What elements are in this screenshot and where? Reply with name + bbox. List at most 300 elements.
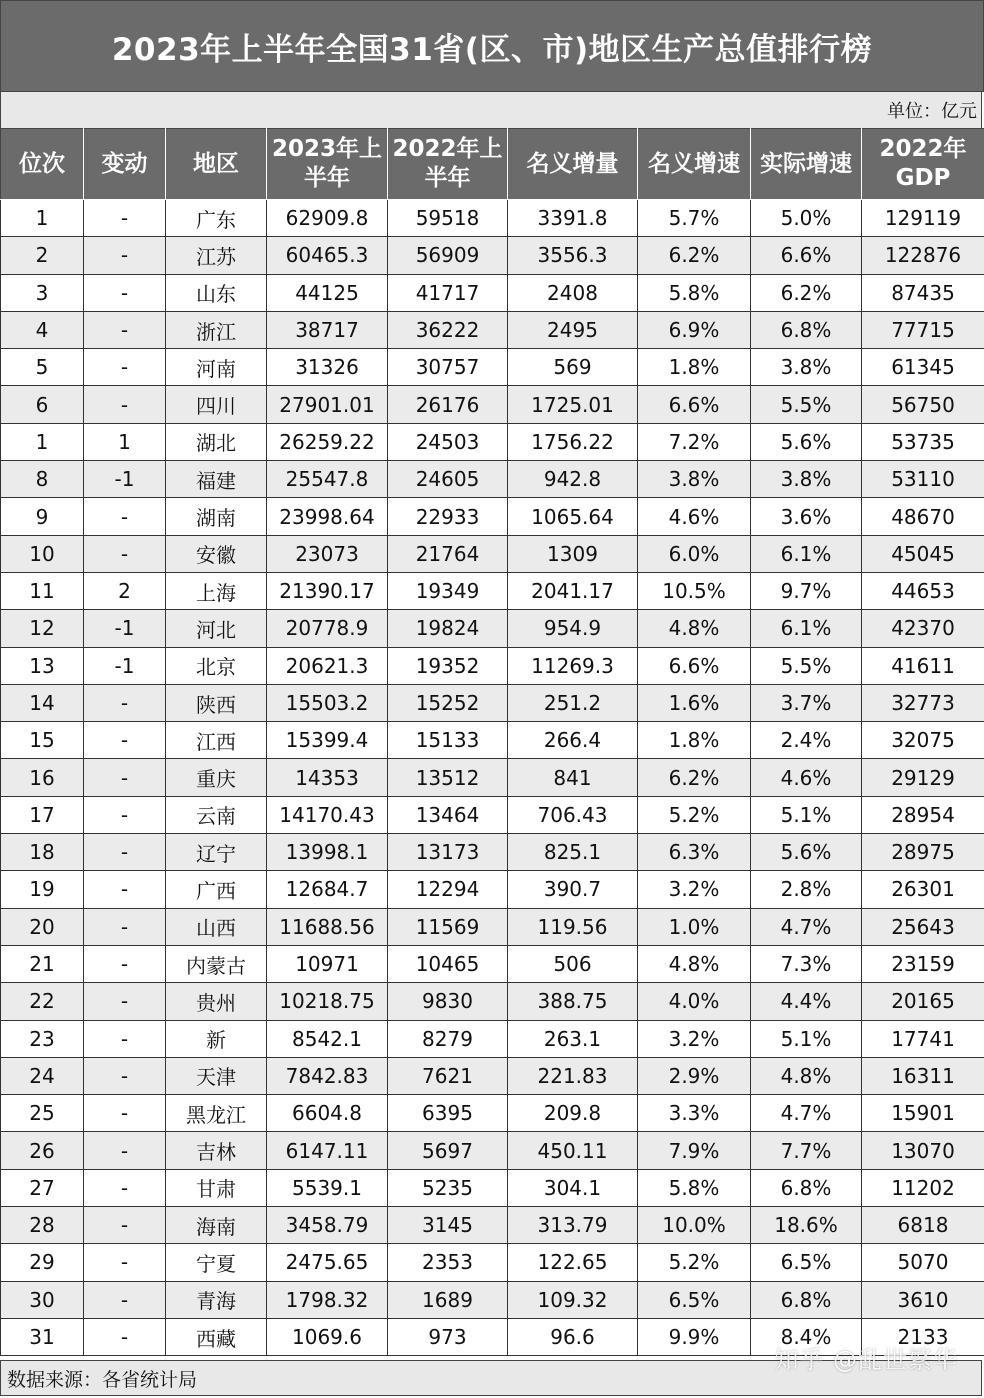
rank-cell: 31 (1, 1318, 84, 1355)
nominal-growth-cell: 4.8% (638, 610, 751, 647)
table-row (1, 1207, 984, 1244)
nominal-growth-cell: 7.2% (638, 423, 751, 460)
rank-cell: 30 (1, 1281, 84, 1318)
gdp-2023h1-cell: 44125 (267, 274, 388, 311)
region-cell: 云南 (166, 796, 267, 833)
nominal-increase-cell: 2495 (508, 311, 638, 348)
gdp-2022h1-cell: 24605 (388, 461, 508, 498)
gdp-2022h1-cell: 11569 (388, 908, 508, 945)
change-cell: - (84, 237, 166, 274)
real-growth-cell: 4.8% (751, 1057, 862, 1094)
gdp-2023h1-cell: 10218.75 (267, 983, 388, 1020)
table-row (1, 908, 984, 945)
table-row (1, 572, 984, 609)
header-2023h1: 2023年上半年 (267, 129, 388, 200)
rank-cell: 17 (1, 796, 84, 833)
nominal-growth-cell: 5.8% (638, 1169, 751, 1206)
rank-cell: 5 (1, 349, 84, 386)
nominal-growth-cell: 6.2% (638, 759, 751, 796)
real-growth-cell: 5.5% (751, 386, 862, 423)
real-growth-cell: 6.2% (751, 274, 862, 311)
region-cell: 江苏 (166, 237, 267, 274)
real-growth-cell: 4.4% (751, 983, 862, 1020)
nominal-increase-cell: 3556.3 (508, 237, 638, 274)
table-row (1, 1169, 984, 1206)
real-growth-cell: 6.1% (751, 610, 862, 647)
header-2022-gdp: 2022年GDP (862, 129, 984, 200)
table-body (1, 200, 984, 1356)
region-cell: 天津 (166, 1057, 267, 1094)
header-rank: 位次 (1, 129, 84, 200)
gdp-2022h1-cell: 26176 (388, 386, 508, 423)
nominal-growth-cell: 3.2% (638, 871, 751, 908)
gdp-2022h1-cell: 19349 (388, 572, 508, 609)
rank-cell: 28 (1, 1207, 84, 1244)
rank-cell: 19 (1, 871, 84, 908)
nominal-increase-cell: 706.43 (508, 796, 638, 833)
nominal-increase-cell: 2041.17 (508, 572, 638, 609)
gdp-2022-cell: 28954 (862, 796, 984, 833)
gdp-2022-cell: 44653 (862, 572, 984, 609)
gdp-2023h1-cell: 23998.64 (267, 498, 388, 535)
gdp-2023h1-cell: 6147.11 (267, 1132, 388, 1169)
nominal-increase-cell: 209.8 (508, 1095, 638, 1132)
nominal-growth-cell: 5.2% (638, 1244, 751, 1281)
table-row (1, 759, 984, 796)
gdp-2022h1-cell: 6395 (388, 1095, 508, 1132)
gdp-2022h1-cell: 2353 (388, 1244, 508, 1281)
gdp-2023h1-cell: 38717 (267, 311, 388, 348)
gdp-2022h1-cell: 5697 (388, 1132, 508, 1169)
real-growth-cell: 5.0% (751, 200, 862, 237)
rank-cell: 14 (1, 684, 84, 721)
change-cell: - (84, 1169, 166, 1206)
change-cell: - (84, 498, 166, 535)
nominal-increase-cell: 221.83 (508, 1057, 638, 1094)
gdp-2023h1-cell: 7842.83 (267, 1057, 388, 1094)
rank-cell: 27 (1, 1169, 84, 1206)
rank-cell: 2 (1, 237, 84, 274)
data-source: 数据来源：各省统计局 (0, 1360, 982, 1396)
gdp-2022-cell: 87435 (862, 274, 984, 311)
table-row (1, 796, 984, 833)
rank-cell: 23 (1, 1020, 84, 1057)
region-cell: 山西 (166, 908, 267, 945)
nominal-growth-cell: 6.9% (638, 311, 751, 348)
real-growth-cell: 5.6% (751, 423, 862, 460)
nominal-growth-cell: 3.3% (638, 1095, 751, 1132)
gdp-2022-cell: 32773 (862, 684, 984, 721)
gdp-2022h1-cell: 41717 (388, 274, 508, 311)
nominal-increase-cell: 119.56 (508, 908, 638, 945)
change-cell: -1 (84, 610, 166, 647)
table-header-row (1, 129, 984, 200)
change-cell: - (84, 759, 166, 796)
gdp-2022h1-cell: 59518 (388, 200, 508, 237)
nominal-increase-cell: 506 (508, 945, 638, 982)
nominal-increase-cell: 96.6 (508, 1318, 638, 1355)
rank-cell: 29 (1, 1244, 84, 1281)
gdp-2022-cell: 3610 (862, 1281, 984, 1318)
table-row (1, 1281, 984, 1318)
real-growth-cell: 6.8% (751, 311, 862, 348)
change-cell: - (84, 871, 166, 908)
gdp-2023h1-cell: 2475.65 (267, 1244, 388, 1281)
region-cell: 宁夏 (166, 1244, 267, 1281)
rank-cell: 21 (1, 945, 84, 982)
nominal-increase-cell: 266.4 (508, 722, 638, 759)
rank-cell: 13 (1, 647, 84, 684)
table-row (1, 834, 984, 871)
rank-cell: 15 (1, 722, 84, 759)
gdp-2022-cell: 32075 (862, 722, 984, 759)
table-row (1, 386, 984, 423)
nominal-growth-cell: 5.8% (638, 274, 751, 311)
gdp-2022-cell: 56750 (862, 386, 984, 423)
nominal-increase-cell: 313.79 (508, 1207, 638, 1244)
rank-cell: 4 (1, 311, 84, 348)
real-growth-cell: 3.7% (751, 684, 862, 721)
header-nominal-growth: 名义增速 (638, 129, 751, 200)
region-cell: 辽宁 (166, 834, 267, 871)
table-row (1, 200, 984, 237)
gdp-2022-cell: 53110 (862, 461, 984, 498)
gdp-2022-cell: 26301 (862, 871, 984, 908)
table-row (1, 983, 984, 1020)
real-growth-cell: 18.6% (751, 1207, 862, 1244)
table-row (1, 610, 984, 647)
change-cell: - (84, 1207, 166, 1244)
change-cell: - (84, 1132, 166, 1169)
table-row (1, 1020, 984, 1057)
real-growth-cell: 5.5% (751, 647, 862, 684)
rank-cell: 12 (1, 610, 84, 647)
gdp-2022-cell: 122876 (862, 237, 984, 274)
gdp-2023h1-cell: 23073 (267, 535, 388, 572)
unit-label: 单位：亿元 (0, 92, 982, 128)
change-cell: - (84, 684, 166, 721)
gdp-2023h1-cell: 60465.3 (267, 237, 388, 274)
gdp-2022h1-cell: 1689 (388, 1281, 508, 1318)
nominal-increase-cell: 569 (508, 349, 638, 386)
real-growth-cell: 5.1% (751, 1020, 862, 1057)
nominal-growth-cell: 4.6% (638, 498, 751, 535)
table-row (1, 1132, 984, 1169)
gdp-2022-cell: 17741 (862, 1020, 984, 1057)
gdp-2022h1-cell: 973 (388, 1318, 508, 1355)
table-row (1, 535, 984, 572)
real-growth-cell: 2.4% (751, 722, 862, 759)
gdp-2022-cell: 23159 (862, 945, 984, 982)
real-growth-cell: 4.7% (751, 1095, 862, 1132)
real-growth-cell: 8.4% (751, 1318, 862, 1355)
gdp-2022-cell: 77715 (862, 311, 984, 348)
nominal-growth-cell: 5.7% (638, 200, 751, 237)
table-row (1, 945, 984, 982)
gdp-2022h1-cell: 9830 (388, 983, 508, 1020)
region-cell: 湖北 (166, 423, 267, 460)
table-row (1, 498, 984, 535)
rank-cell: 10 (1, 535, 84, 572)
gdp-2023h1-cell: 20778.9 (267, 610, 388, 647)
real-growth-cell: 3.8% (751, 461, 862, 498)
gdp-2022h1-cell: 3145 (388, 1207, 508, 1244)
table-row (1, 311, 984, 348)
region-cell: 安徽 (166, 535, 267, 572)
gdp-2023h1-cell: 1798.32 (267, 1281, 388, 1318)
region-cell: 黑龙江 (166, 1095, 267, 1132)
nominal-increase-cell: 11269.3 (508, 647, 638, 684)
gdp-2022-cell: 15901 (862, 1095, 984, 1132)
gdp-2023h1-cell: 25547.8 (267, 461, 388, 498)
nominal-increase-cell: 388.75 (508, 983, 638, 1020)
real-growth-cell: 5.6% (751, 834, 862, 871)
gdp-2022-cell: 45045 (862, 535, 984, 572)
region-cell: 甘肃 (166, 1169, 267, 1206)
gdp-2023h1-cell: 11688.56 (267, 908, 388, 945)
change-cell: - (84, 945, 166, 982)
gdp-2022h1-cell: 13464 (388, 796, 508, 833)
table-row (1, 1095, 984, 1132)
table-row (1, 237, 984, 274)
gdp-2022-cell: 6818 (862, 1207, 984, 1244)
rank-cell: 9 (1, 498, 84, 535)
region-cell: 山东 (166, 274, 267, 311)
header-change: 变动 (84, 129, 166, 200)
nominal-increase-cell: 1756.22 (508, 423, 638, 460)
rank-cell: 18 (1, 834, 84, 871)
change-cell: 2 (84, 572, 166, 609)
nominal-growth-cell: 3.2% (638, 1020, 751, 1057)
header-2022h1: 2022年上半年 (388, 129, 508, 200)
nominal-increase-cell: 825.1 (508, 834, 638, 871)
gdp-2022h1-cell: 24503 (388, 423, 508, 460)
real-growth-cell: 6.1% (751, 535, 862, 572)
gdp-2023h1-cell: 31326 (267, 349, 388, 386)
change-cell: - (84, 1281, 166, 1318)
nominal-increase-cell: 122.65 (508, 1244, 638, 1281)
gdp-2022-cell: 25643 (862, 908, 984, 945)
table-row (1, 274, 984, 311)
nominal-growth-cell: 7.9% (638, 1132, 751, 1169)
table-row (1, 684, 984, 721)
region-cell: 内蒙古 (166, 945, 267, 982)
change-cell: - (84, 349, 166, 386)
nominal-growth-cell: 6.0% (638, 535, 751, 572)
nominal-growth-cell: 4.0% (638, 983, 751, 1020)
gdp-2022-cell: 20165 (862, 983, 984, 1020)
change-cell: - (84, 834, 166, 871)
gdp-2022h1-cell: 19824 (388, 610, 508, 647)
region-cell: 吉林 (166, 1132, 267, 1169)
nominal-growth-cell: 6.6% (638, 647, 751, 684)
nominal-increase-cell: 251.2 (508, 684, 638, 721)
nominal-increase-cell: 1725.01 (508, 386, 638, 423)
nominal-growth-cell: 9.9% (638, 1318, 751, 1355)
gdp-2022-cell: 129119 (862, 200, 984, 237)
real-growth-cell: 5.1% (751, 796, 862, 833)
nominal-growth-cell: 1.6% (638, 684, 751, 721)
rank-cell: 26 (1, 1132, 84, 1169)
gdp-2022h1-cell: 30757 (388, 349, 508, 386)
change-cell: - (84, 311, 166, 348)
table-row (1, 647, 984, 684)
gdp-2022h1-cell: 8279 (388, 1020, 508, 1057)
change-cell: - (84, 796, 166, 833)
gdp-2023h1-cell: 62909.8 (267, 200, 388, 237)
rank-cell: 25 (1, 1095, 84, 1132)
rank-cell: 8 (1, 461, 84, 498)
nominal-growth-cell: 10.0% (638, 1207, 751, 1244)
nominal-increase-cell: 450.11 (508, 1132, 638, 1169)
gdp-2022-cell: 41611 (862, 647, 984, 684)
nominal-growth-cell: 6.3% (638, 834, 751, 871)
real-growth-cell: 6.8% (751, 1281, 862, 1318)
region-cell: 福建 (166, 461, 267, 498)
gdp-2023h1-cell: 8542.1 (267, 1020, 388, 1057)
change-cell: - (84, 1244, 166, 1281)
change-cell: 1 (84, 423, 166, 460)
gdp-2023h1-cell: 5539.1 (267, 1169, 388, 1206)
table-row (1, 423, 984, 460)
gdp-2022-cell: 48670 (862, 498, 984, 535)
nominal-increase-cell: 304.1 (508, 1169, 638, 1206)
real-growth-cell: 7.3% (751, 945, 862, 982)
gdp-2023h1-cell: 10971 (267, 945, 388, 982)
change-cell: - (84, 274, 166, 311)
gdp-ranking-table (0, 128, 984, 1356)
region-cell: 广东 (166, 200, 267, 237)
nominal-increase-cell: 942.8 (508, 461, 638, 498)
nominal-increase-cell: 1065.64 (508, 498, 638, 535)
gdp-2022h1-cell: 15133 (388, 722, 508, 759)
gdp-2022h1-cell: 36222 (388, 311, 508, 348)
table-row (1, 1057, 984, 1094)
change-cell: - (84, 200, 166, 237)
nominal-growth-cell: 1.8% (638, 349, 751, 386)
region-cell: 西藏 (166, 1318, 267, 1355)
change-cell: - (84, 1057, 166, 1094)
real-growth-cell: 7.7% (751, 1132, 862, 1169)
table-row (1, 871, 984, 908)
change-cell: - (84, 908, 166, 945)
real-growth-cell: 4.6% (751, 759, 862, 796)
change-cell: - (84, 386, 166, 423)
nominal-increase-cell: 954.9 (508, 610, 638, 647)
real-growth-cell: 4.7% (751, 908, 862, 945)
rank-cell: 16 (1, 759, 84, 796)
gdp-2022-cell: 28975 (862, 834, 984, 871)
region-cell: 河南 (166, 349, 267, 386)
region-cell: 陕西 (166, 684, 267, 721)
change-cell: - (84, 1095, 166, 1132)
region-cell: 浙江 (166, 311, 267, 348)
header-real-growth: 实际增速 (751, 129, 862, 200)
gdp-2023h1-cell: 15399.4 (267, 722, 388, 759)
region-cell: 湖南 (166, 498, 267, 535)
nominal-growth-cell: 5.2% (638, 796, 751, 833)
gdp-2022-cell: 13070 (862, 1132, 984, 1169)
change-cell: - (84, 722, 166, 759)
gdp-2023h1-cell: 14170.43 (267, 796, 388, 833)
region-cell: 四川 (166, 386, 267, 423)
nominal-increase-cell: 263.1 (508, 1020, 638, 1057)
region-cell: 河北 (166, 610, 267, 647)
gdp-2023h1-cell: 1069.6 (267, 1318, 388, 1355)
gdp-2022-cell: 42370 (862, 610, 984, 647)
rank-cell: 22 (1, 983, 84, 1020)
gdp-2022-cell: 16311 (862, 1057, 984, 1094)
nominal-growth-cell: 3.8% (638, 461, 751, 498)
region-cell: 新 (166, 1020, 267, 1057)
rank-cell: 1 (1, 423, 84, 460)
watermark: 知乎 @乱世繁华 (774, 1346, 958, 1374)
real-growth-cell: 9.7% (751, 572, 862, 609)
gdp-2022h1-cell: 56909 (388, 237, 508, 274)
nominal-increase-cell: 109.32 (508, 1281, 638, 1318)
nominal-increase-cell: 841 (508, 759, 638, 796)
region-cell: 海南 (166, 1207, 267, 1244)
region-cell: 贵州 (166, 983, 267, 1020)
gdp-2023h1-cell: 13998.1 (267, 834, 388, 871)
real-growth-cell: 2.8% (751, 871, 862, 908)
rank-cell: 3 (1, 274, 84, 311)
gdp-2022-cell: 53735 (862, 423, 984, 460)
region-cell: 江西 (166, 722, 267, 759)
gdp-2022-cell: 29129 (862, 759, 984, 796)
real-growth-cell: 6.8% (751, 1169, 862, 1206)
gdp-2023h1-cell: 14353 (267, 759, 388, 796)
gdp-2022-cell: 11202 (862, 1169, 984, 1206)
nominal-growth-cell: 10.5% (638, 572, 751, 609)
table-row (1, 461, 984, 498)
region-cell: 北京 (166, 647, 267, 684)
nominal-growth-cell: 1.0% (638, 908, 751, 945)
gdp-2022h1-cell: 15252 (388, 684, 508, 721)
table-row (1, 1244, 984, 1281)
gdp-2022-cell: 2133 (862, 1318, 984, 1355)
gdp-2023h1-cell: 15503.2 (267, 684, 388, 721)
nominal-growth-cell: 6.5% (638, 1281, 751, 1318)
gdp-2022h1-cell: 10465 (388, 945, 508, 982)
gdp-2022h1-cell: 13512 (388, 759, 508, 796)
gdp-2022-cell: 5070 (862, 1244, 984, 1281)
gdp-2022h1-cell: 5235 (388, 1169, 508, 1206)
header-nominal-increase: 名义增量 (508, 129, 638, 200)
real-growth-cell: 3.8% (751, 349, 862, 386)
nominal-increase-cell: 390.7 (508, 871, 638, 908)
rank-cell: 11 (1, 572, 84, 609)
nominal-increase-cell: 2408 (508, 274, 638, 311)
gdp-2022h1-cell: 21764 (388, 535, 508, 572)
gdp-2022h1-cell: 22933 (388, 498, 508, 535)
real-growth-cell: 3.6% (751, 498, 862, 535)
region-cell: 上海 (166, 572, 267, 609)
gdp-2022h1-cell: 13173 (388, 834, 508, 871)
rank-cell: 1 (1, 200, 84, 237)
gdp-2023h1-cell: 27901.01 (267, 386, 388, 423)
header-region: 地区 (166, 129, 267, 200)
gdp-2023h1-cell: 26259.22 (267, 423, 388, 460)
gdp-2023h1-cell: 3458.79 (267, 1207, 388, 1244)
table-row (1, 349, 984, 386)
nominal-increase-cell: 1309 (508, 535, 638, 572)
rank-cell: 20 (1, 908, 84, 945)
rank-cell: 6 (1, 386, 84, 423)
gdp-2022h1-cell: 12294 (388, 871, 508, 908)
gdp-2023h1-cell: 21390.17 (267, 572, 388, 609)
change-cell: - (84, 535, 166, 572)
